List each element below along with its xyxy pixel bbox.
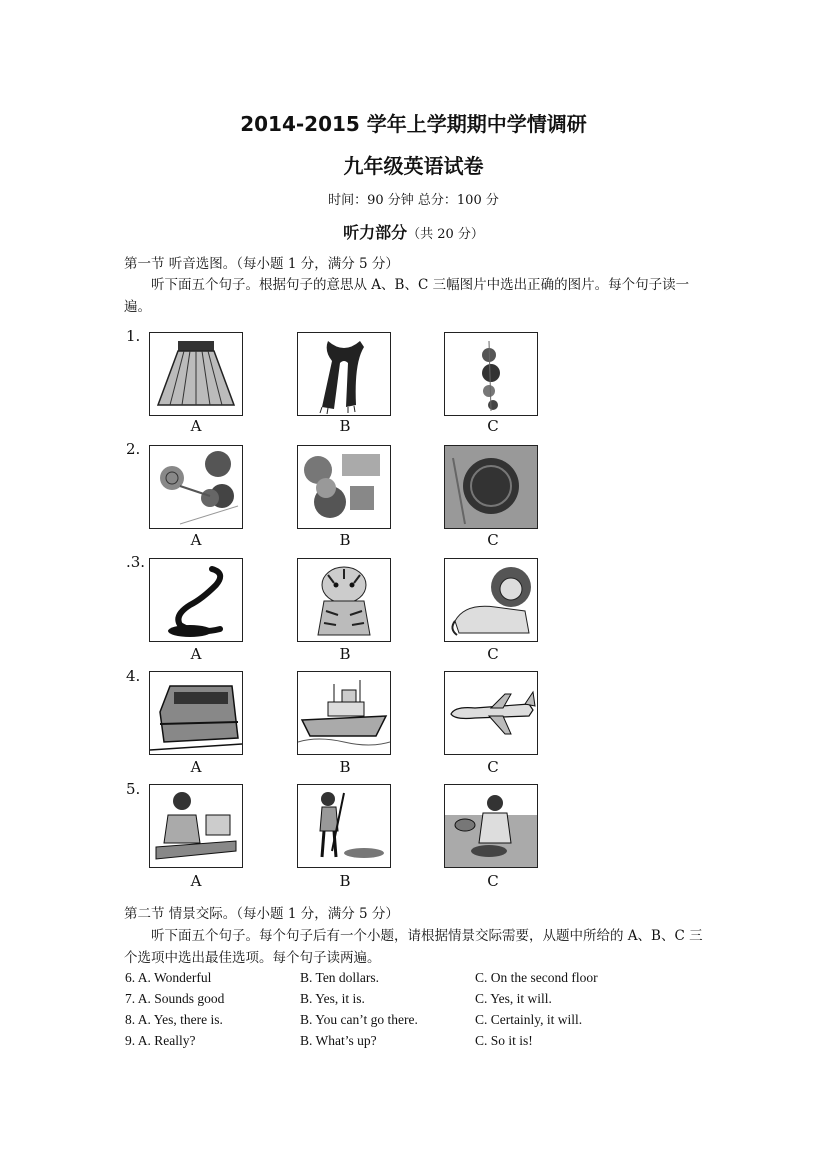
q4-option-a-picture[interactable]: [149, 671, 243, 755]
q3-label-b: B: [339, 645, 351, 663]
q3-label-a: A: [190, 645, 202, 663]
q5-option-c-picture[interactable]: [444, 784, 538, 868]
q9-option-a[interactable]: 9. A. Really?: [125, 1033, 196, 1048]
snake-icon: [150, 559, 242, 641]
q8-option-c[interactable]: C. Certainly, it will.: [475, 1012, 583, 1027]
q1-number: 1.: [126, 327, 141, 345]
lion-icon: [445, 559, 537, 641]
exam-title: 2014-2015 学年上学期期中学情调研: [240, 112, 587, 136]
q4-label-b: B: [339, 758, 351, 776]
sweeping-icon: [298, 785, 390, 867]
plane-icon: [445, 672, 537, 754]
q6-option-b[interactable]: B. Ten dollars.: [300, 970, 380, 985]
listening-heading: [0, 220, 827, 243]
q9-option-c[interactable]: C. So it is!: [475, 1033, 533, 1048]
q3-label-c: C: [487, 645, 499, 663]
section1-instruction: 听下面五个句子。根据句子的意思从 A、B、C 三幅图片中选出正确的图片。每个句子读一遍。: [124, 277, 690, 315]
q3-number: .3.: [126, 553, 146, 571]
scarf-icon: [298, 333, 390, 415]
q6-option-c[interactable]: C. On the second floor: [475, 970, 598, 985]
q7-option-a[interactable]: 7. A. Sounds good: [125, 991, 225, 1006]
q4-label-a: A: [190, 758, 202, 776]
q4-option-c-picture[interactable]: [444, 671, 538, 755]
q7-option-c[interactable]: C. Yes, it will.: [475, 991, 552, 1006]
q7-option-b[interactable]: B. Yes, it is.: [300, 991, 365, 1006]
q5-label-a: A: [190, 872, 202, 890]
q1-label-c: C: [487, 417, 499, 435]
q1-option-b-picture[interactable]: [297, 332, 391, 416]
q2-label-a: A: [190, 531, 202, 549]
train-icon: [150, 672, 242, 754]
q5-option-b-picture[interactable]: [297, 784, 391, 868]
q5-label-c: C: [487, 872, 499, 890]
tiger-icon: [298, 559, 390, 641]
q1-option-c-picture[interactable]: [444, 332, 538, 416]
q2-label-b: B: [339, 531, 351, 549]
q3-option-a-picture[interactable]: [149, 558, 243, 642]
q2-label-c: C: [487, 531, 499, 549]
skirt-icon: [150, 333, 242, 415]
cookies-icon: [298, 446, 390, 528]
ornament-icon: [445, 333, 537, 415]
q6-option-a[interactable]: 6. A. Wonderful: [125, 970, 212, 985]
q2-option-b-picture[interactable]: [297, 445, 391, 529]
exam-subtitle: 九年级英语试卷: [343, 154, 484, 178]
q3-option-c-picture[interactable]: [444, 558, 538, 642]
listening-heading-sub: （共 20 分）: [407, 227, 484, 242]
time-info: 时间：90 分钟 总分：100 分: [328, 193, 499, 208]
q4-label-c: C: [487, 758, 499, 776]
q9-option-b[interactable]: B. What’s up?: [300, 1033, 377, 1048]
q8-option-a[interactable]: 8. A. Yes, there is.: [125, 1012, 223, 1027]
q4-option-b-picture[interactable]: [297, 671, 391, 755]
mooncake-icon: [445, 446, 537, 528]
cooking-icon: [445, 785, 537, 867]
listening-heading-text: 听力部分: [343, 223, 408, 242]
q1-option-a-picture[interactable]: [149, 332, 243, 416]
q1-label-a: A: [190, 417, 202, 435]
section2-instruction: 听下面五个句子。每个句子后有一个小题，请根据情景交际需要，从题中所给的 A、B、C 三个选项中选出最佳选项。每个句子读两遍。: [124, 928, 703, 966]
q4-number: 4.: [126, 667, 141, 685]
section2-title: 第二节 情景交际。（每小题 1 分，满分 5 分）: [124, 906, 399, 922]
q3-option-b-picture[interactable]: [297, 558, 391, 642]
q1-label-b: B: [339, 417, 351, 435]
q5-number: 5.: [126, 780, 141, 798]
q5-label-b: B: [339, 872, 351, 890]
washing-icon: [150, 785, 242, 867]
q2-number: 2.: [126, 440, 141, 458]
q2-option-a-picture[interactable]: [149, 445, 243, 529]
q5-option-a-picture[interactable]: [149, 784, 243, 868]
q2-option-c-picture[interactable]: [444, 445, 538, 529]
section1-title: 第一节 听音选图。（每小题 1 分，满分 5 分）: [124, 256, 399, 272]
candy-icon: [150, 446, 242, 528]
q8-option-b[interactable]: B. You can’t go there.: [300, 1012, 418, 1027]
ship-icon: [298, 672, 390, 754]
